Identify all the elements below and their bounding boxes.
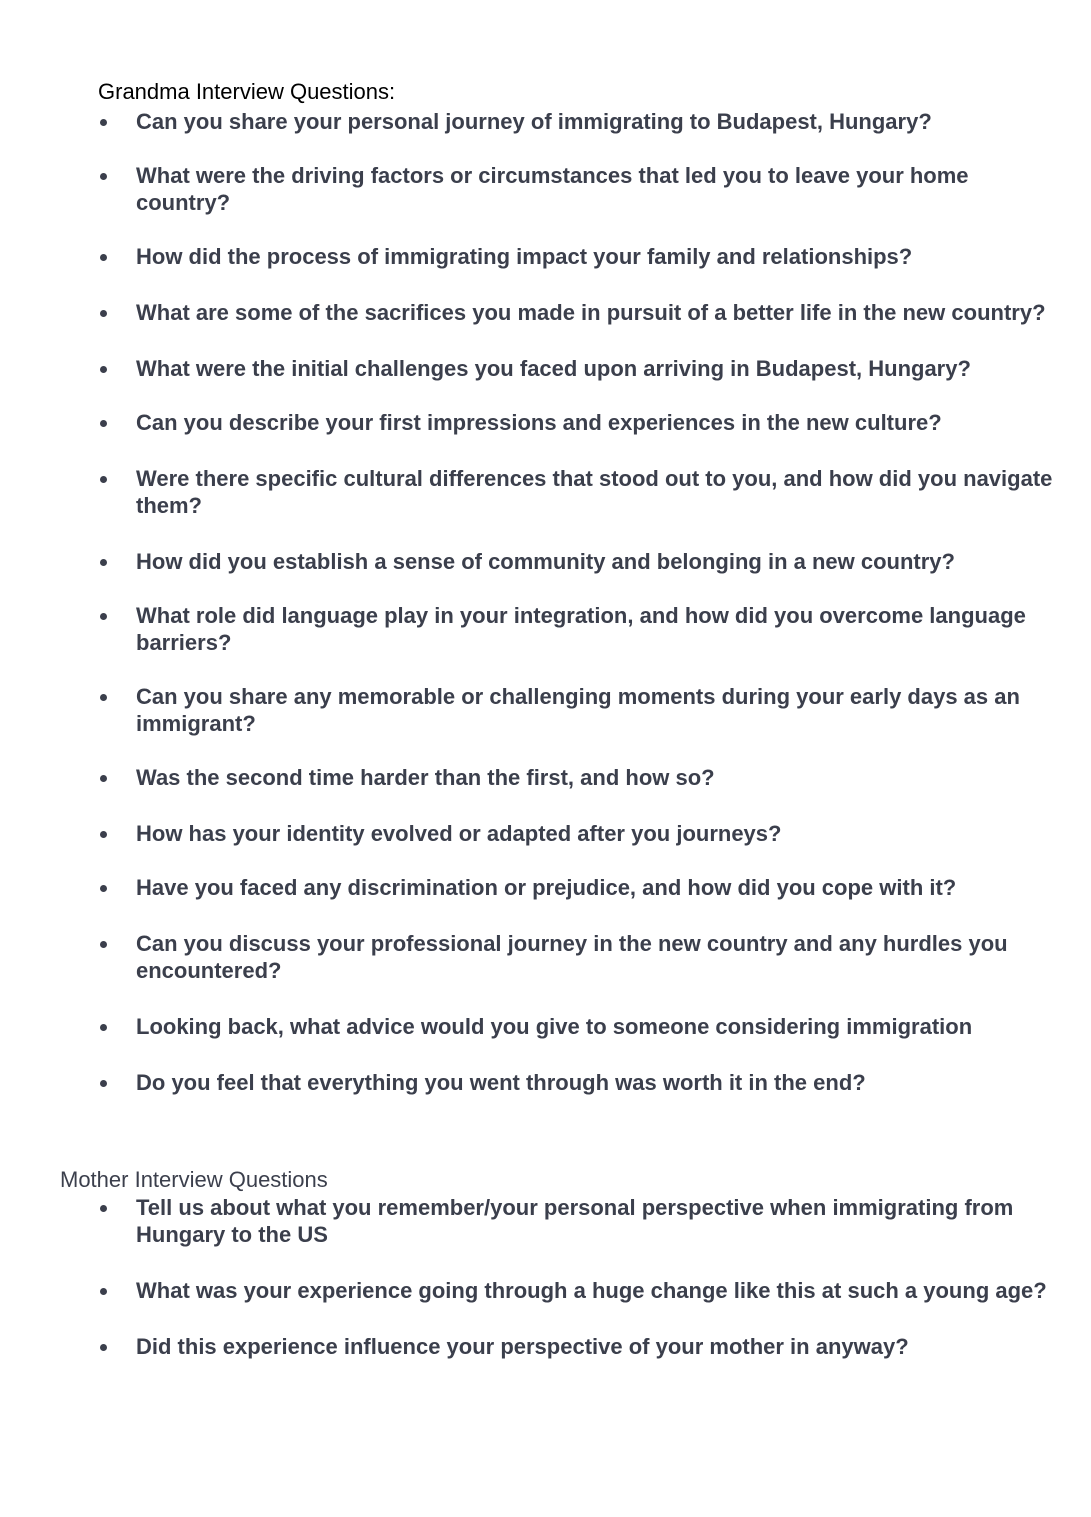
- bullet-icon: [100, 310, 107, 317]
- bullet-icon: [100, 885, 107, 892]
- bullet-icon: [100, 173, 107, 180]
- bullet-icon: [100, 613, 107, 620]
- mother-question-1: [0, 1194, 1091, 1248]
- question-text: Can you discuss your professional journey in the new country and any hurdles you encountered?: [136, 931, 1008, 983]
- grandma-question-12: [0, 820, 1091, 847]
- mother-section: [0, 1166, 1091, 1360]
- grandma-question-3: [0, 243, 1091, 270]
- bullet-icon: [100, 420, 107, 427]
- bullet-icon: [100, 476, 107, 483]
- question-text: What were the driving factors or circumstances that led you to leave your home country?: [136, 163, 969, 215]
- bullet-icon: [100, 1344, 107, 1351]
- mother-heading: Mother Interview Questions: [60, 1167, 328, 1192]
- bullet-icon: [100, 1205, 107, 1212]
- question-text: How has your identity evolved or adapted after you journeys?: [136, 821, 782, 846]
- grandma-question-7: [0, 465, 1091, 519]
- bullet-icon: [100, 254, 107, 261]
- bullet-icon: [100, 559, 107, 566]
- question-text: Do you feel that everything you went through was worth it in the end?: [136, 1070, 866, 1095]
- question-text: Can you share your personal journey of immigrating to Budapest, Hungary?: [136, 109, 932, 134]
- mother-question-list: [0, 1194, 1091, 1360]
- question-text: Was the second time harder than the first, and how so?: [136, 765, 715, 790]
- grandma-question-9: [0, 602, 1091, 656]
- bullet-icon: [100, 1288, 107, 1295]
- grandma-question-15: [0, 1013, 1091, 1040]
- bullet-icon: [100, 941, 107, 948]
- bullet-icon: [100, 694, 107, 701]
- question-text: Looking back, what advice would you give to someone considering immigration: [136, 1014, 973, 1039]
- question-text: Can you share any memorable or challenging moments during your early days as an immigrant?: [136, 684, 1020, 736]
- bullet-icon: [100, 119, 107, 126]
- question-text: Did this experience influence your perspective of your mother in anyway?: [136, 1334, 909, 1359]
- grandma-question-5: [0, 355, 1091, 382]
- question-text: Tell us about what you remember/your personal perspective when immigrating from Hungary to the US: [136, 1195, 1014, 1247]
- bullet-icon: [100, 831, 107, 838]
- mother-question-3: [0, 1333, 1091, 1360]
- question-text: Were there specific cultural differences that stood out to you, and how did you navigate them?: [136, 466, 1053, 518]
- question-text: What was your experience going through a huge change like this at such a young age?: [136, 1278, 1047, 1303]
- bullet-icon: [100, 366, 107, 373]
- mother-question-2: [0, 1277, 1091, 1304]
- question-text: How did you establish a sense of community and belonging in a new country?: [136, 549, 955, 574]
- question-text: What are some of the sacrifices you made in pursuit of a better life in the new country?: [136, 300, 1046, 325]
- bullet-icon: [100, 775, 107, 782]
- grandma-question-1: [0, 108, 1091, 135]
- bullet-icon: [100, 1024, 107, 1031]
- grandma-question-6: [0, 409, 1091, 436]
- question-text: What role did language play in your integration, and how did you overcome language barriers?: [136, 603, 1026, 655]
- grandma-question-4: [0, 299, 1091, 326]
- grandma-question-14: [0, 930, 1091, 984]
- grandma-question-8: [0, 548, 1091, 575]
- bullet-icon: [100, 1080, 107, 1087]
- question-text: Can you describe your first impressions and experiences in the new culture?: [136, 410, 942, 435]
- grandma-question-2: [0, 162, 1091, 216]
- grandma-heading: Grandma Interview Questions:: [98, 79, 396, 104]
- grandma-question-11: [0, 764, 1091, 791]
- grandma-section: [0, 78, 1091, 1096]
- grandma-question-10: [0, 683, 1091, 737]
- question-text: What were the initial challenges you faced upon arriving in Budapest, Hungary?: [136, 356, 971, 381]
- grandma-question-13: [0, 874, 1091, 901]
- grandma-question-16: [0, 1069, 1091, 1096]
- question-text: How did the process of immigrating impact your family and relationships?: [136, 244, 913, 269]
- grandma-question-list: [0, 108, 1091, 1096]
- question-text: Have you faced any discrimination or prejudice, and how did you cope with it?: [136, 875, 957, 900]
